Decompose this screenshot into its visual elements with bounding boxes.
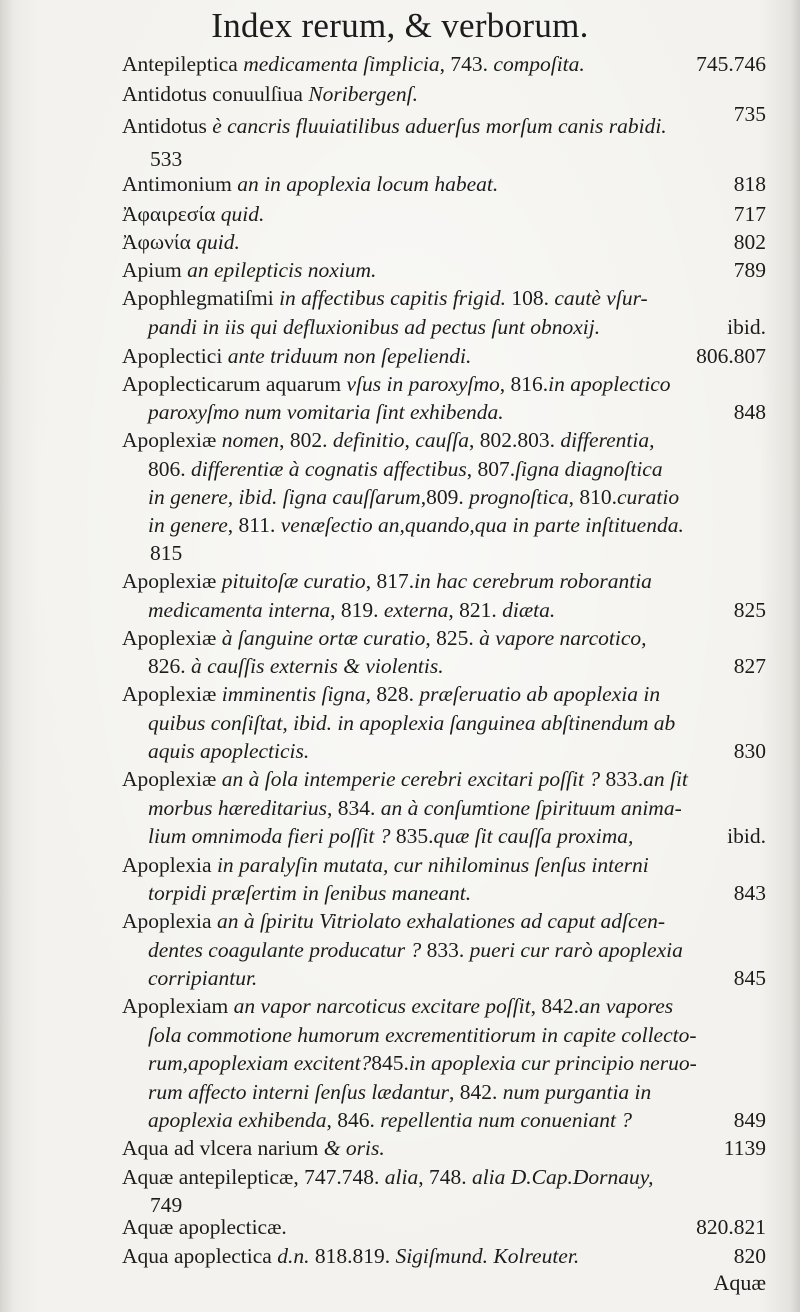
italic-segment: à vapore narcotico, bbox=[479, 626, 647, 650]
italic-segment: quid. bbox=[220, 202, 265, 226]
index-line bbox=[0, 936, 800, 964]
index-line bbox=[0, 256, 800, 284]
italic-segment: diæta. bbox=[502, 598, 556, 622]
italic-segment: in affectibus capitis frigid. bbox=[279, 286, 506, 310]
entry-text bbox=[122, 342, 471, 370]
entry-text bbox=[148, 936, 683, 964]
entry-text bbox=[122, 200, 264, 228]
roman-segment: Apoplexiæ bbox=[122, 626, 222, 650]
catchword: Aquæ bbox=[713, 1270, 766, 1295]
italic-segment: ſigna diagnoſtica bbox=[515, 457, 663, 481]
entry-text bbox=[122, 228, 240, 256]
roman-segment: , 819. bbox=[330, 598, 384, 622]
roman-segment: 845. bbox=[371, 1051, 409, 1075]
index-line bbox=[0, 284, 800, 312]
index-line bbox=[0, 596, 800, 624]
index-line bbox=[0, 851, 800, 879]
italic-segment: medicamenta interna bbox=[148, 598, 331, 622]
entry-text bbox=[148, 794, 682, 822]
index-line bbox=[0, 624, 800, 652]
page-reference: 745.746 bbox=[696, 52, 766, 76]
italic-segment: morbus hæreditarius bbox=[148, 796, 327, 820]
entry-text bbox=[148, 652, 444, 680]
roman-segment: Antimonium bbox=[122, 172, 238, 196]
italic-segment: an à ſpiritu Vitriolato exhalationes ad caput adſcen- bbox=[216, 909, 665, 933]
italic-segment: quid. bbox=[196, 230, 240, 254]
index-line bbox=[0, 370, 800, 398]
italic-segment: à cauſſis externis & violentis. bbox=[191, 654, 444, 678]
page-reference: 845 bbox=[733, 966, 766, 990]
italic-segment: ante triduum non ſepeliendi. bbox=[227, 344, 472, 368]
entry-text bbox=[148, 398, 504, 426]
entry-text bbox=[122, 284, 648, 312]
italic-segment: Sigiſmund. Kolreuter. bbox=[395, 1244, 580, 1268]
roman-segment: Apoplecticarum aquarum bbox=[122, 372, 347, 396]
page-reference: 789 bbox=[733, 258, 766, 282]
roman-segment: Aqua ad vlcera narium bbox=[122, 1136, 324, 1160]
entry-text bbox=[148, 596, 555, 624]
italic-segment: corripiantur. bbox=[148, 966, 258, 990]
roman-segment: Apium bbox=[122, 258, 188, 282]
italic-segment: externa bbox=[383, 598, 449, 622]
index-line bbox=[0, 170, 800, 198]
roman-segment: 818.819. bbox=[309, 1244, 396, 1268]
italic-segment: pituitoſæ curatio bbox=[221, 569, 366, 593]
roman-segment: , 816. bbox=[499, 372, 549, 396]
entry-text bbox=[122, 256, 376, 284]
index-line bbox=[0, 1242, 800, 1270]
roman-segment: , 828. bbox=[365, 682, 420, 706]
italic-segment: cauſſa bbox=[415, 428, 469, 452]
roman-segment: , bbox=[404, 428, 416, 452]
roman-segment: Antidotus bbox=[122, 114, 213, 138]
index-line bbox=[0, 794, 800, 822]
roman-segment: 533 bbox=[150, 147, 183, 171]
entry-text bbox=[122, 1134, 385, 1162]
entry-text bbox=[122, 426, 655, 454]
index-line bbox=[0, 398, 800, 426]
entry-text bbox=[148, 709, 675, 737]
entry-text bbox=[122, 370, 671, 398]
index-line bbox=[0, 964, 800, 992]
roman-segment: Aquæ apoplecticæ. bbox=[122, 1215, 287, 1239]
page-reference: ibid. bbox=[727, 824, 766, 848]
index-line bbox=[0, 112, 800, 140]
index-line bbox=[0, 567, 800, 595]
roman-segment: , 811. bbox=[227, 513, 281, 537]
entry-text bbox=[122, 112, 667, 140]
index-line bbox=[0, 680, 800, 708]
roman-segment: , 807. bbox=[466, 457, 516, 481]
index-line bbox=[0, 992, 800, 1020]
italic-segment: repellentia num conueniant ? bbox=[380, 1108, 633, 1132]
italic-segment: paroxyſmo num vomitaria ſint exhibenda. bbox=[148, 400, 504, 424]
italic-segment: vſus in paroxyſmo bbox=[346, 372, 500, 396]
index-line bbox=[0, 737, 800, 765]
entry-text bbox=[122, 765, 688, 793]
italic-segment: rum,apoplexiam excitent? bbox=[148, 1051, 372, 1075]
roman-segment: Apoplexiæ bbox=[122, 569, 222, 593]
roman-segment: Apophlegmatiſmi bbox=[122, 286, 280, 310]
entry-text bbox=[122, 567, 652, 595]
index-line bbox=[0, 1106, 800, 1134]
italic-segment: alia bbox=[384, 1165, 419, 1189]
roman-segment: 806. bbox=[148, 457, 191, 481]
entry-text bbox=[148, 964, 257, 992]
entry-text bbox=[148, 822, 633, 850]
italic-segment: an epilepticis noxium. bbox=[187, 258, 377, 282]
italic-segment: differentia, bbox=[560, 428, 655, 452]
italic-segment: definitio bbox=[332, 428, 405, 452]
italic-segment: an ſit bbox=[643, 767, 688, 791]
index-line bbox=[0, 1021, 800, 1049]
roman-segment: Apoplectici bbox=[122, 344, 228, 368]
page-title: Index rerum, & verborum. bbox=[211, 6, 589, 45]
entry-text bbox=[122, 624, 647, 652]
entry-text bbox=[148, 1021, 697, 1049]
roman-segment: Apoplexiam bbox=[122, 994, 234, 1018]
roman-segment: Ἀφαιρεσία bbox=[122, 202, 221, 226]
entry-text bbox=[148, 879, 471, 907]
roman-segment: 108. bbox=[506, 286, 555, 310]
italic-segment: imminentis ſigna bbox=[221, 682, 366, 706]
italic-segment: differentiæ à cognatis affectibus bbox=[191, 457, 467, 481]
italic-segment: medicamenta ſimplicia bbox=[243, 52, 440, 76]
page-reference: 827 bbox=[733, 654, 766, 678]
index-line bbox=[0, 228, 800, 256]
entry-text bbox=[148, 1106, 632, 1134]
roman-segment: , 802. bbox=[279, 428, 333, 452]
page-reference: 806.807 bbox=[696, 344, 766, 368]
index-line bbox=[0, 426, 800, 454]
roman-segment: 835. bbox=[390, 824, 434, 848]
entry-text bbox=[122, 680, 660, 708]
page-reference: 717 bbox=[733, 202, 766, 226]
roman-segment: , 842. bbox=[530, 994, 580, 1018]
roman-segment: Apoplexia bbox=[122, 853, 217, 877]
roman-segment: 833. bbox=[600, 767, 644, 791]
page-reference: 802 bbox=[733, 230, 766, 254]
entry-text bbox=[122, 907, 665, 935]
italic-segment: in apoplectico bbox=[548, 372, 671, 396]
roman-segment: 815 bbox=[150, 541, 183, 565]
page-reference: 849 bbox=[733, 1108, 766, 1132]
page-reference: 825 bbox=[733, 598, 766, 622]
italic-segment: aquis apoplecticis. bbox=[148, 739, 310, 763]
entry-text bbox=[122, 1242, 579, 1270]
entry-text bbox=[150, 539, 182, 567]
index-line bbox=[0, 907, 800, 935]
entry-text bbox=[122, 50, 585, 78]
roman-segment: , 810. bbox=[568, 485, 617, 509]
italic-segment: num purgantia in bbox=[502, 1080, 652, 1104]
entry-text bbox=[122, 1213, 287, 1241]
index-line bbox=[0, 1213, 800, 1241]
italic-segment: d.n. bbox=[277, 1244, 310, 1268]
entry-text bbox=[122, 170, 498, 198]
italic-segment: cautè vſur- bbox=[554, 286, 648, 310]
page-reference: ibid. bbox=[727, 315, 766, 339]
index-line bbox=[0, 879, 800, 907]
italic-segment: in apoplexia cur principio neruo- bbox=[408, 1051, 697, 1075]
roman-segment: , 748. bbox=[418, 1165, 472, 1189]
roman-segment: , 834. bbox=[327, 796, 381, 820]
roman-segment: Aquæ antepilepticæ, 747.748. bbox=[122, 1165, 385, 1189]
page-reference: 843 bbox=[733, 881, 766, 905]
italic-segment: lium omnimoda fieri poſſit ? bbox=[148, 824, 391, 848]
italic-segment: quæ ſit cauſſa proxima, bbox=[433, 824, 634, 848]
roman-segment: Antidotus conuulſiua bbox=[122, 82, 309, 106]
roman-segment: Antepileptica bbox=[122, 52, 244, 76]
page-reference: 735 bbox=[733, 102, 766, 126]
index-line bbox=[0, 1078, 800, 1106]
page-reference: 820 bbox=[733, 1244, 766, 1268]
index-line bbox=[0, 765, 800, 793]
roman-segment: , 842. bbox=[449, 1080, 503, 1104]
page-reference: 820.821 bbox=[696, 1215, 766, 1239]
roman-segment: Aqua apoplectica bbox=[122, 1244, 278, 1268]
italic-segment: in hac cerebrum roborantia bbox=[414, 569, 652, 593]
italic-segment: an à ſola intemperie cerebri excitari poſſit ? bbox=[221, 767, 601, 791]
italic-segment: venæſectio an,quando,qua in parte inſtituenda. bbox=[280, 513, 684, 537]
italic-segment: è cancris fluuiatilibus aduerſus morſum canis rabidi. bbox=[212, 114, 667, 138]
index-line bbox=[0, 709, 800, 737]
entry-text bbox=[148, 737, 309, 765]
index-line bbox=[0, 50, 800, 78]
index-line bbox=[0, 145, 800, 173]
italic-segment: dentes coagulante producatur ? bbox=[148, 938, 422, 962]
roman-segment: , 817. bbox=[365, 569, 415, 593]
entry-text bbox=[148, 455, 663, 483]
italic-segment: in paralyſin mutata, cur nihilominus ſenſus interni bbox=[216, 853, 649, 877]
page-reference: 1139 bbox=[723, 1136, 766, 1160]
italic-segment: præſeruatio ab apoplexia in bbox=[419, 682, 661, 706]
italic-segment: ſola commotione humorum excrementitiorum in capite collecto- bbox=[148, 1023, 697, 1047]
entry-text bbox=[122, 851, 649, 879]
index-line bbox=[0, 1134, 800, 1162]
italic-segment: torpidi præſertim in ſenibus maneant. bbox=[148, 881, 472, 905]
italic-segment: pueri cur rarò apoplexia bbox=[469, 938, 683, 962]
italic-segment: quibus conſiſtat, ibid. in apoplexia ſanguinea abſtinendum ab bbox=[148, 711, 676, 735]
index-line bbox=[0, 342, 800, 370]
entry-text bbox=[148, 511, 684, 539]
roman-segment: , 802.803. bbox=[468, 428, 561, 452]
roman-segment: , 846. bbox=[326, 1108, 381, 1132]
page-reference: 848 bbox=[733, 400, 766, 424]
entry-text bbox=[122, 1163, 654, 1191]
roman-segment: 826. bbox=[148, 654, 191, 678]
italic-segment: rum affecto interni ſenſus lædantur bbox=[148, 1080, 449, 1104]
italic-segment: compoſita. bbox=[493, 52, 585, 76]
entry-text bbox=[148, 1049, 697, 1077]
entry-text bbox=[148, 483, 679, 511]
index-line bbox=[0, 652, 800, 680]
italic-segment: apoplexia exhibenda bbox=[148, 1108, 327, 1132]
page-reference: 830 bbox=[733, 739, 766, 763]
italic-segment: an vapor narcoticus excitare poſſit bbox=[233, 994, 531, 1018]
index-line bbox=[0, 1163, 800, 1191]
italic-segment: alia D.Cap.Dornauy, bbox=[471, 1165, 654, 1189]
roman-segment: 833. bbox=[421, 938, 470, 962]
roman-segment: 749 bbox=[150, 1193, 183, 1217]
italic-segment: pandi in iis qui defluxionibus ad pectus ſunt obnoxij. bbox=[148, 315, 601, 339]
entry-text bbox=[148, 1078, 651, 1106]
index-line bbox=[0, 539, 800, 567]
italic-segment: in genere, ibid. ſigna cauſſarum bbox=[148, 485, 421, 509]
roman-segment: Apoplexia bbox=[122, 909, 217, 933]
italic-segment: nomen bbox=[221, 428, 280, 452]
page-reference: 818 bbox=[733, 172, 766, 196]
entry-text bbox=[148, 313, 600, 341]
entry-text bbox=[122, 992, 673, 1020]
roman-segment: , 825. bbox=[425, 626, 480, 650]
italic-segment: curatio bbox=[617, 485, 680, 509]
roman-segment: Ἀφωνία bbox=[122, 230, 197, 254]
italic-segment: prognoſtica bbox=[469, 485, 569, 509]
roman-segment: Apoplexiæ bbox=[122, 682, 222, 706]
italic-segment: Noribergenſ. bbox=[308, 82, 419, 106]
italic-segment: an à conſumtione ſpirituum anima- bbox=[380, 796, 682, 820]
index-line bbox=[0, 483, 800, 511]
roman-segment: , 743. bbox=[439, 52, 494, 76]
italic-segment: an vapores bbox=[579, 994, 674, 1018]
italic-segment: & oris. bbox=[323, 1136, 385, 1160]
roman-segment: Apoplexiæ bbox=[122, 767, 222, 791]
italic-segment: in genere bbox=[148, 513, 228, 537]
roman-segment: ,809. bbox=[420, 485, 470, 509]
index-line bbox=[0, 1049, 800, 1077]
index-line bbox=[0, 200, 800, 228]
roman-segment: Apoplexiæ bbox=[122, 428, 222, 452]
entry-text bbox=[150, 145, 182, 173]
italic-segment: an in apoplexia locum habeat. bbox=[237, 172, 499, 196]
index-line bbox=[0, 511, 800, 539]
italic-segment: à ſanguine ortæ curatio bbox=[221, 626, 426, 650]
index-line bbox=[0, 455, 800, 483]
roman-segment: , 821. bbox=[448, 598, 503, 622]
index-line bbox=[0, 822, 800, 850]
index-line bbox=[0, 313, 800, 341]
